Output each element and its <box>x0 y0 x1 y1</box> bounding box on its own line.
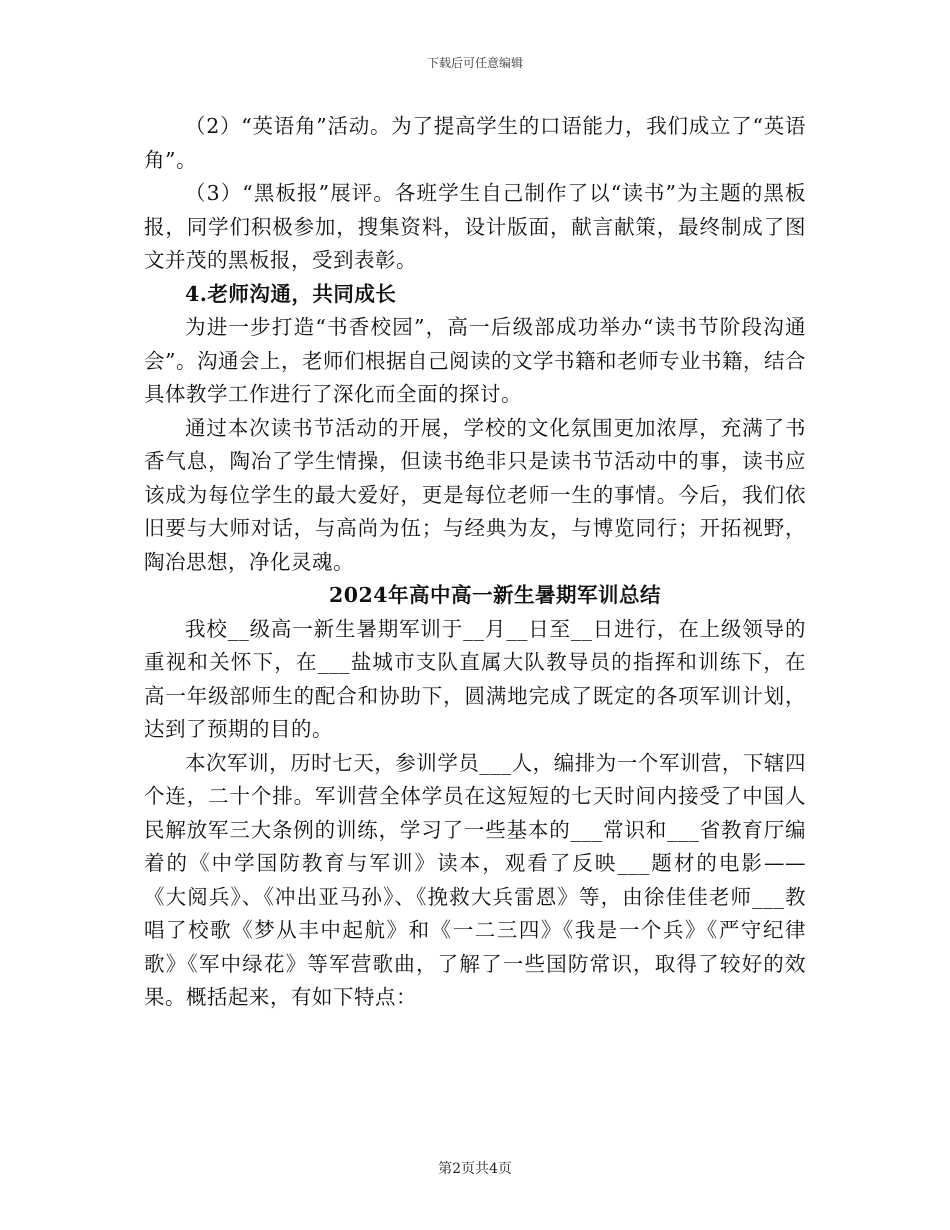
section-heading-teacher-communication: 4.老师沟通，共同成长 <box>185 281 397 306</box>
page-number: 第2页共4页 <box>438 1161 512 1177</box>
paragraph-reading-festival-summary: 通过本次读书节活动的开展，学校的文化氛围更加浓厚，充满了书香气息，陶冶了学生情操，但读书绝非只是读书节活动中的事，读书应该成为每位学生的最大爱好，更是每位老师一生的事情。今后，我们依旧要与大师对话，与高尚为伍；与经典为友，与博览同行；开拓视野，陶冶思想，净化灵魂。 <box>144 415 806 574</box>
paragraph-training-details: 本次军训，历时七天，参训学员___人，编排为一个军训营，下辖四个连，二十个排。军训营全体学员在这短短的七天时间内接受了中国人民解放军三大条例的训练，学习了一些基本的___常识和___省教育厅编着的《中学国防教育与军训》读本，观看了反映___题材的电影——《大阅兵》、《冲出亚马孙》、《挽救大兵雷恩》等，由徐佳佳老师___教唱了校歌《梦从丰中起航》和《一二三四》《我是一个兵》《严守纪律歌》《军中绿花》等军营歌曲，了解了一些国防常识，取得了较好的效果。概括起来，有如下特点： <box>144 750 806 1009</box>
document-body <box>144 110 806 1015</box>
paragraph-communication-meeting: 为进一步打造“书香校园”，高一后级部成功举办“读书节阶段沟通会”。沟通会上，老师们根据自己阅读的文学书籍和老师专业书籍，结合具体教学工作进行了深化而全面的探讨。 <box>144 315 806 406</box>
paragraph-english-corner: （2）“英语角”活动。为了提高学生的口语能力，我们成立了“英语角”。 <box>144 114 806 172</box>
paragraph-training-intro: 我校__级高一新生暑期军训于__月__日至__日进行，在上级领导的重视和关怀下，在___盐城市支队直属大队教导员的指挥和训练下，在高一年级部师生的配合和协助下，圆满地完成了既定的各项军训计划，达到了预期的目的。 <box>144 616 806 741</box>
document-title-military-training: 2024年高中高一新生暑期军训总结 <box>328 583 662 607</box>
paragraph-blackboard-report: （3）“黑板报”展评。各班学生自己制作了以“读书”为主题的黑板报，同学们积极参加，搜集资料，设计版面，献言献策，最终制成了图文并茂的黑板报，受到表彰。 <box>144 181 806 272</box>
header-note: 下载后可任意编辑 <box>426 56 523 70</box>
